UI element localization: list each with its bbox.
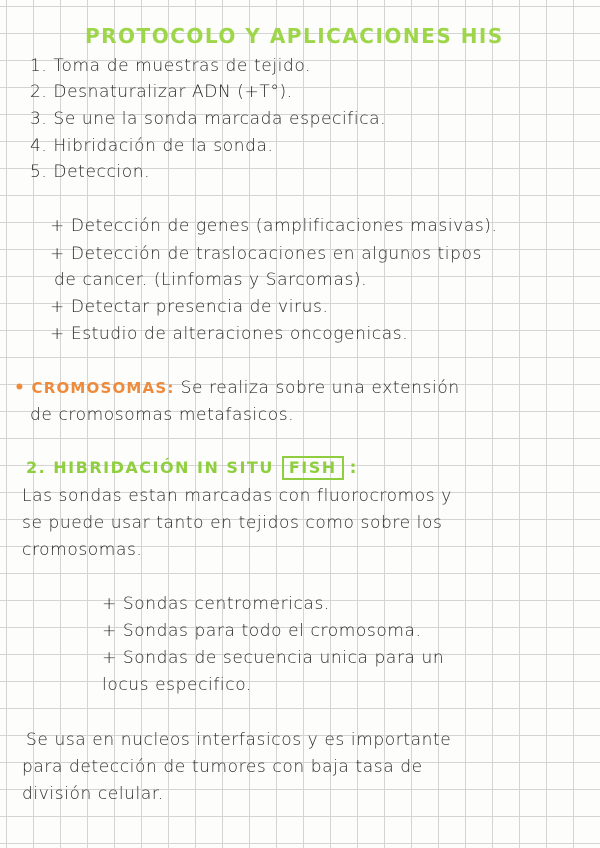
probe-item: + Sondas para todo el cromosoma. [102,621,422,641]
application-item: de cancer. (Linfomas y Sarcomas). [54,270,368,290]
closing-line: división celular. [22,784,164,804]
application-item: + Detectar presencia de virus. [50,297,329,317]
section2-colon: : [349,458,358,478]
section2-heading [26,456,357,480]
cromosomas-text: Se realiza sobre una extensión [180,378,460,398]
closing-line: para detección de tumores con baja tasa de [22,757,423,777]
protocol-step: 5. Deteccion. [30,162,151,182]
paragraph-line: cromosomas. [22,540,143,560]
application-item: + Detección de traslocaciones en algunos tipos [50,244,482,264]
protocol-step: 1. Toma de muestras de tejido. [30,56,312,76]
probe-item: locus especifico. [102,675,252,695]
probe-item: + Sondas de secuencia unica para un [102,648,445,668]
cromosomas-line [14,378,460,398]
closing-line: Se usa en nucleos interfasicos y es importante [26,730,452,750]
cromosomas-label: CROMOSOMAS: [31,379,175,397]
paragraph-line: se puede usar tanto en tejidos como sobre los [22,513,443,533]
cromosomas-text-2: de cromosomas metafasicos. [30,405,295,425]
bullet-icon: • [14,378,26,398]
probe-item: + Sondas centromericas. [102,594,330,614]
section2-title: 2. HIBRIDACIÓN IN SITU [26,458,274,477]
application-item: + Detección de genes (amplificaciones masivas). [50,216,498,236]
fish-badge: FISH [282,456,344,480]
page-title: PROTOCOLO Y APLICACIONES HIS [85,24,504,48]
paragraph-line: Las sondas estan marcadas con fluorocromos y [22,486,452,506]
protocol-step: 4. Hibridación de la sonda. [30,136,274,156]
application-item: + Estudio de alteraciones oncogenicas. [50,324,409,344]
protocol-step: 3. Se une la sonda marcada especifica. [30,109,387,129]
protocol-step: 2. Desnaturalizar ADN (+T°). [30,82,293,102]
